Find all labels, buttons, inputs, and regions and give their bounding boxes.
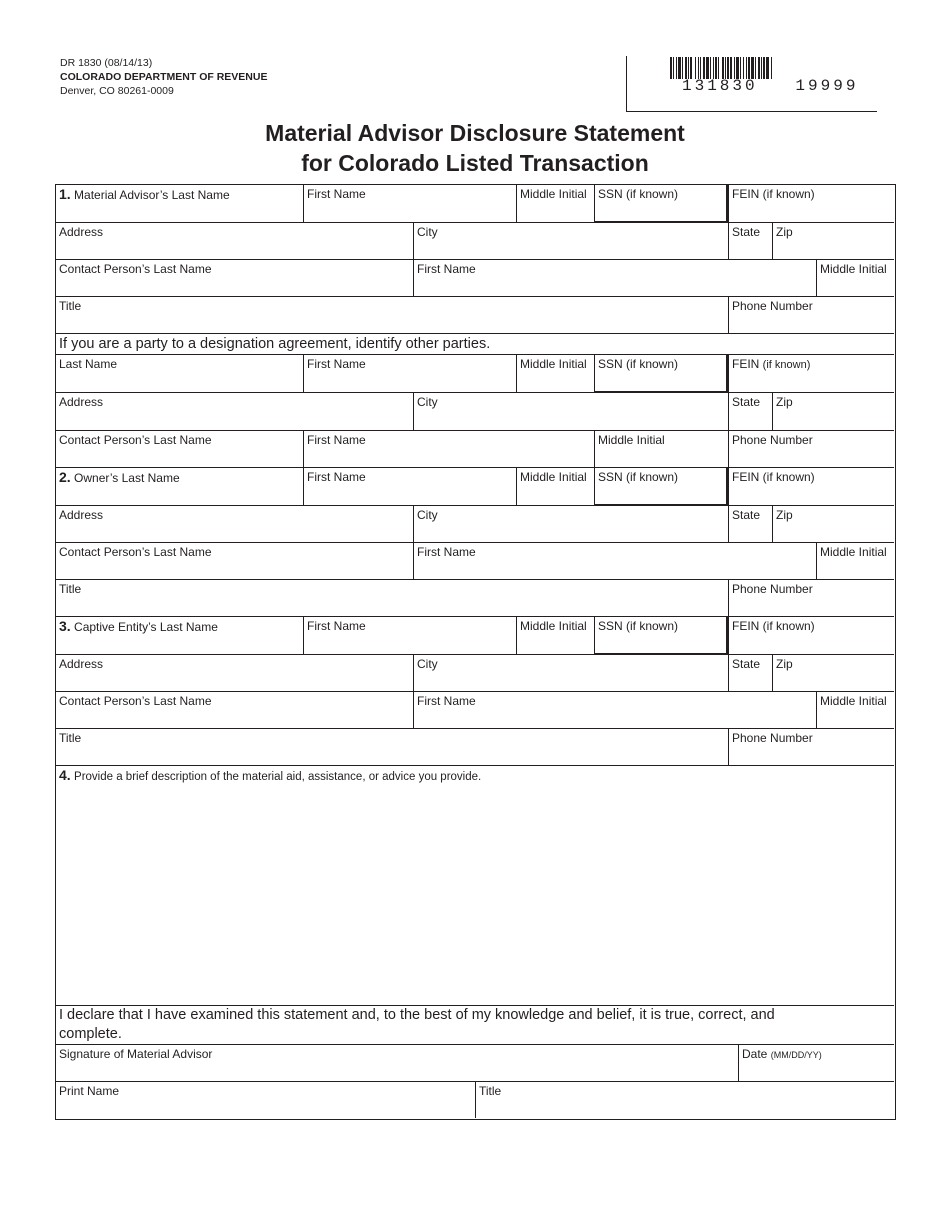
advisor-zip-field[interactable] (772, 223, 894, 260)
advisor-last-name-label: Material Advisor’s Last Name (74, 188, 230, 202)
contact-last-name-label: Contact Person’s Last Name (59, 433, 212, 447)
declaration-line-1: I declare that I have examined this statement and, to the best of my knowledge and belief, it is true, correct, and (59, 1007, 775, 1023)
state-label: State (732, 395, 761, 409)
owner-city-field[interactable] (413, 506, 728, 543)
party-middle-initial-field[interactable] (516, 355, 594, 393)
owner-first-name-field[interactable] (303, 468, 516, 506)
form-id: DR 1830 (08/14/13) (60, 57, 153, 69)
party-first-name-field[interactable] (303, 355, 516, 393)
barcode-number: 131830 19999 (682, 77, 859, 95)
first-name-label: First Name (417, 545, 476, 559)
first-name-label: First Name (307, 619, 366, 633)
owner-phone-field[interactable] (728, 580, 894, 617)
owner-ssn-field[interactable] (594, 468, 728, 506)
advisor-first-name-field[interactable] (303, 185, 516, 223)
page-title (0, 118, 950, 178)
section-4-number: 4. (59, 767, 71, 783)
owner-contact-first-name-field[interactable] (413, 543, 816, 580)
form-header (60, 56, 267, 98)
party-phone-field[interactable] (728, 431, 894, 468)
captive-address-field[interactable] (56, 655, 413, 692)
contact-last-name-label: Contact Person’s Last Name (59, 262, 212, 276)
party-contact-last-name-field[interactable] (56, 431, 303, 468)
middle-initial-label: Middle Initial (520, 187, 587, 201)
captive-last-name-field[interactable] (56, 617, 303, 655)
owner-address-field[interactable] (56, 506, 413, 543)
captive-title-field[interactable] (56, 729, 728, 766)
captive-city-field[interactable] (413, 655, 728, 692)
state-label: State (732, 225, 761, 239)
advisor-middle-initial-field[interactable] (516, 185, 594, 223)
advisor-city-field[interactable] (413, 223, 728, 260)
signature-field[interactable] (56, 1045, 738, 1082)
owner-middle-initial-field[interactable] (516, 468, 594, 506)
owner-last-name-label: Owner’s Last Name (74, 471, 180, 485)
title-label: Title (59, 299, 82, 313)
fein-label: FEIN (732, 357, 763, 371)
zip-label: Zip (776, 657, 793, 671)
advisor-address-field[interactable] (56, 223, 413, 260)
print-name-field[interactable] (56, 1082, 475, 1118)
party-ssn-field[interactable] (594, 355, 728, 393)
captive-first-name-field[interactable] (303, 617, 516, 655)
middle-initial-label: Middle Initial (820, 262, 887, 276)
date-label: Date (742, 1047, 768, 1061)
captive-contact-last-name-field[interactable] (56, 692, 413, 729)
date-format-label: (MM/DD/YY) (770, 1050, 822, 1060)
owner-zip-field[interactable] (772, 506, 894, 543)
city-label: City (417, 225, 438, 239)
party-contact-first-name-field[interactable] (303, 431, 594, 468)
signature-label: Signature of Material Advisor (59, 1047, 213, 1061)
party-contact-middle-initial-field[interactable] (594, 431, 728, 468)
advisor-contact-last-name-field[interactable] (56, 260, 413, 297)
advisor-title-field[interactable] (56, 297, 728, 334)
party-address-field[interactable] (56, 393, 413, 431)
description-textarea[interactable] (56, 766, 894, 1006)
address-label: Address (59, 508, 104, 522)
captive-state-field[interactable] (728, 655, 772, 692)
advisor-contact-middle-initial-field[interactable] (816, 260, 894, 297)
city-label: City (417, 508, 438, 522)
contact-last-name-label: Contact Person’s Last Name (59, 545, 212, 559)
middle-initial-label: Middle Initial (520, 470, 587, 484)
advisor-ssn-field[interactable] (594, 185, 728, 223)
zip-label: Zip (776, 395, 793, 409)
captive-last-name-label: Captive Entity’s Last Name (74, 620, 218, 634)
phone-label: Phone Number (732, 731, 813, 745)
party-zip-field[interactable] (772, 393, 894, 431)
middle-initial-label: Middle Initial (520, 357, 587, 371)
agency-name: COLORADO DEPARTMENT OF REVENUE (60, 71, 268, 83)
state-label: State (732, 508, 761, 522)
owner-fein-field[interactable] (728, 468, 894, 506)
phone-label: Phone Number (732, 299, 813, 313)
section-3-number: 3. (59, 618, 71, 634)
state-label: State (732, 657, 761, 671)
captive-zip-field[interactable] (772, 655, 894, 692)
captive-phone-field[interactable] (728, 729, 894, 766)
owner-title-field[interactable] (56, 580, 728, 617)
city-label: City (417, 657, 438, 671)
middle-initial-label: Middle Initial (820, 694, 887, 708)
captive-fein-field[interactable] (728, 617, 894, 655)
fein-label: FEIN (if known) (732, 187, 815, 201)
fein-label: FEIN (if known) (732, 470, 815, 484)
captive-middle-initial-field[interactable] (516, 617, 594, 655)
first-name-label: First Name (307, 187, 366, 201)
owner-last-name-field[interactable] (56, 468, 303, 506)
captive-ssn-field[interactable] (594, 617, 728, 655)
middle-initial-label: Middle Initial (598, 433, 665, 447)
phone-label: Phone Number (732, 582, 813, 596)
middle-initial-label: Middle Initial (820, 545, 887, 559)
ssn-label: SSN (if known) (598, 619, 679, 633)
first-name-label: First Name (417, 694, 476, 708)
advisor-contact-first-name-field[interactable] (413, 260, 816, 297)
print-name-label: Print Name (59, 1084, 120, 1098)
designation-banner: If you are a party to a designation agreement, identify other parties. (56, 334, 894, 355)
advisor-fein-field[interactable] (728, 185, 894, 223)
last-name-label: Last Name (59, 357, 118, 371)
address-label: Address (59, 225, 104, 239)
date-field[interactable] (738, 1045, 894, 1082)
section-2-number: 2. (59, 469, 71, 485)
first-name-label: First Name (417, 262, 476, 276)
signer-title-field[interactable] (475, 1082, 894, 1118)
address-label: Address (59, 395, 104, 409)
advisor-state-field[interactable] (728, 223, 772, 260)
city-label: City (417, 395, 438, 409)
zip-label: Zip (776, 508, 793, 522)
first-name-label: First Name (307, 433, 366, 447)
party-fein-field[interactable] (728, 355, 894, 393)
declaration-line-2: complete. (59, 1026, 122, 1042)
title-line-1: Material Advisor Disclosure Statement (265, 120, 685, 146)
ssn-label: SSN (if known) (598, 187, 679, 201)
fein-small-label: (if known) (762, 359, 811, 371)
title-label: Title (479, 1084, 502, 1098)
captive-contact-first-name-field[interactable] (413, 692, 816, 729)
title-line-2: for Colorado Listed Transaction (301, 150, 649, 176)
section-1-number: 1. (59, 186, 71, 202)
party-last-name-field[interactable] (56, 355, 303, 393)
title-label: Title (59, 582, 82, 596)
ssn-label: SSN (if known) (598, 357, 679, 371)
owner-state-field[interactable] (728, 506, 772, 543)
fein-label: FEIN (if known) (732, 619, 815, 633)
advisor-last-name-field[interactable] (56, 185, 303, 223)
first-name-label: First Name (307, 470, 366, 484)
ssn-label: SSN (if known) (598, 470, 679, 484)
party-city-field[interactable] (413, 393, 728, 431)
phone-label: Phone Number (732, 433, 813, 447)
title-label: Title (59, 731, 82, 745)
address-label: Address (59, 657, 104, 671)
captive-contact-middle-initial-field[interactable] (816, 692, 894, 729)
party-state-field[interactable] (728, 393, 772, 431)
middle-initial-label: Middle Initial (520, 619, 587, 633)
advisor-phone-field[interactable] (728, 297, 894, 334)
contact-last-name-label: Contact Person’s Last Name (59, 694, 212, 708)
zip-label: Zip (776, 225, 793, 239)
declaration-text (56, 1006, 894, 1045)
agency-address: Denver, CO 80261-0009 (60, 85, 174, 97)
owner-contact-last-name-field[interactable] (56, 543, 413, 580)
first-name-label: First Name (307, 357, 366, 371)
disclosure-form (55, 184, 896, 1120)
owner-contact-middle-initial-field[interactable] (816, 543, 894, 580)
description-prompt: Provide a brief description of the material aid, assistance, or advice you provide. (74, 771, 482, 783)
barcode (670, 57, 852, 79)
